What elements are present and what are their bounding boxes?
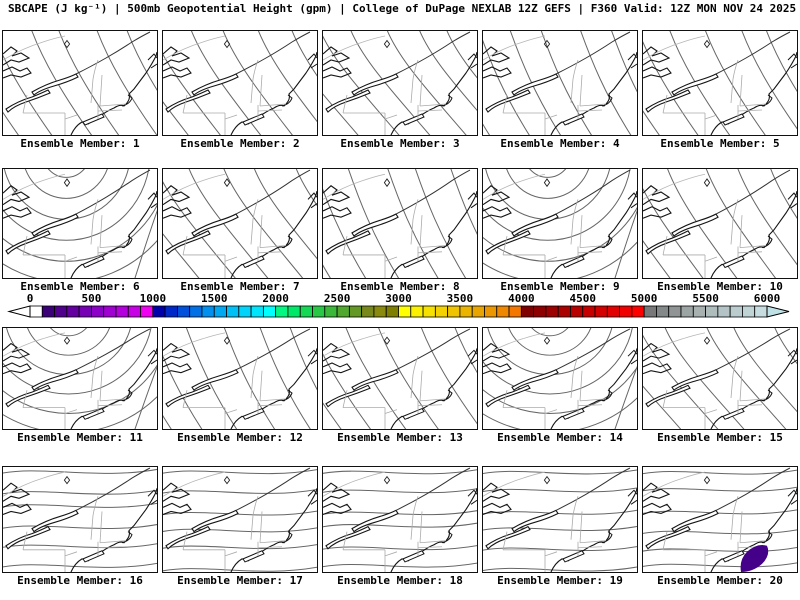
map-canvas-14 [483,328,637,429]
diamond-icon [64,337,69,344]
map-canvas-20 [643,467,797,572]
map-canvas-18 [323,467,477,572]
diamond-icon [544,179,549,186]
colorbar-tick-0: 0 [26,292,34,305]
ensemble-member-label-18: Ensemble Member: 18 [337,574,463,587]
ensemble-map-6 [2,168,158,279]
ensemble-map-19 [482,466,638,573]
colorbar-tick-5500: 5500 [692,292,719,305]
ensemble-member-label-8: Ensemble Member: 8 [340,280,460,293]
diamond-icon [384,41,389,48]
diamond-icon [704,179,709,186]
diamond-icon [544,477,549,484]
ensemble-member-label-20: Ensemble Member: 20 [657,574,783,587]
ensemble-map-18 [322,466,478,573]
diamond-icon [224,477,229,484]
ensemble-member-label-4: Ensemble Member: 4 [500,137,620,150]
ensemble-member-label-9: Ensemble Member: 9 [500,280,620,293]
map-canvas-6 [3,169,157,278]
colorbar-right-arrow-icon [767,306,789,317]
ensemble-member-label-7: Ensemble Member: 7 [180,280,300,293]
map-canvas-1 [3,31,157,135]
diamond-icon [704,41,709,48]
diamond-icon [64,477,69,484]
map-canvas-9 [483,169,637,278]
ensemble-map-12 [162,327,318,430]
map-canvas-13 [323,328,477,429]
ensemble-member-label-11: Ensemble Member: 11 [17,431,143,444]
diamond-icon [384,477,389,484]
ensemble-member-label-5: Ensemble Member: 5 [660,137,780,150]
ensemble-map-1 [2,30,158,136]
ensemble-member-label-6: Ensemble Member: 6 [20,280,140,293]
ensemble-member-label-15: Ensemble Member: 15 [657,431,783,444]
map-canvas-7 [163,169,317,278]
ensemble-map-17 [162,466,318,573]
ensemble-map-3 [322,30,478,136]
map-canvas-5 [643,31,797,135]
ensemble-member-label-14: Ensemble Member: 14 [497,431,623,444]
ensemble-map-14 [482,327,638,430]
ensemble-map-13 [322,327,478,430]
map-canvas-12 [163,328,317,429]
map-canvas-15 [643,328,797,429]
ensemble-member-label-10: Ensemble Member: 10 [657,280,783,293]
map-canvas-8 [323,169,477,278]
ensemble-map-4 [482,30,638,136]
ensemble-map-10 [642,168,798,279]
colorbar-tick-6000: 6000 [753,292,781,305]
diamond-icon [64,179,69,186]
ensemble-member-label-12: Ensemble Member: 12 [177,431,303,444]
map-canvas-10 [643,169,797,278]
ensemble-member-label-19: Ensemble Member: 19 [497,574,623,587]
map-canvas-16 [3,467,157,572]
colorbar-tick-2500: 2500 [323,292,351,305]
colorbar-tick-500: 500 [81,292,102,305]
ensemble-member-label-13: Ensemble Member: 13 [337,431,463,444]
colorbar-tick-5000: 5000 [630,292,658,305]
ensemble-member-label-1: Ensemble Member: 1 [20,137,140,150]
map-canvas-19 [483,467,637,572]
colorbar-tick-1500: 1500 [201,292,228,305]
ensemble-map-7 [162,168,318,279]
colorbar-tick-1000: 1000 [139,292,167,305]
ensemble-map-11 [2,327,158,430]
colorbar-tick-labels [0,292,800,305]
ensemble-map-5 [642,30,798,136]
ensemble-member-label-16: Ensemble Member: 16 [17,574,143,587]
diamond-icon [704,477,709,484]
colorbar-tick-3000: 3000 [385,292,412,305]
colorbar-tick-3500: 3500 [446,292,474,305]
cape-colorbar [0,305,800,319]
colorbar-tick-4000: 4000 [508,292,535,305]
diamond-icon [544,337,549,344]
ensemble-map-8 [322,168,478,279]
ensemble-map-16 [2,466,158,573]
diamond-icon [384,179,389,186]
map-canvas-2 [163,31,317,135]
ensemble-map-9 [482,168,638,279]
ensemble-map-20 [642,466,798,573]
map-canvas-11 [3,328,157,429]
map-canvas-4 [483,31,637,135]
colorbar-left-arrow-icon [9,306,30,317]
diamond-icon [704,337,709,344]
title-bar: SBCAPE (J kg⁻¹) | 500mb Geopotential Height (gpm) | College of DuPage NEXLAB 12Z GEFS | F360 Valid: 12Z MON NOV 24 2025 [8,2,797,15]
ensemble-map-2 [162,30,318,136]
map-canvas-17 [163,467,317,572]
colorbar-tick-4500: 4500 [569,292,596,305]
colorbar-tick-2000: 2000 [262,292,289,305]
ensemble-member-label-2: Ensemble Member: 2 [180,137,300,150]
map-canvas-3 [323,31,477,135]
ensemble-map-15 [642,327,798,430]
ensemble-member-label-17: Ensemble Member: 17 [177,574,303,587]
ensemble-member-label-3: Ensemble Member: 3 [340,137,460,150]
